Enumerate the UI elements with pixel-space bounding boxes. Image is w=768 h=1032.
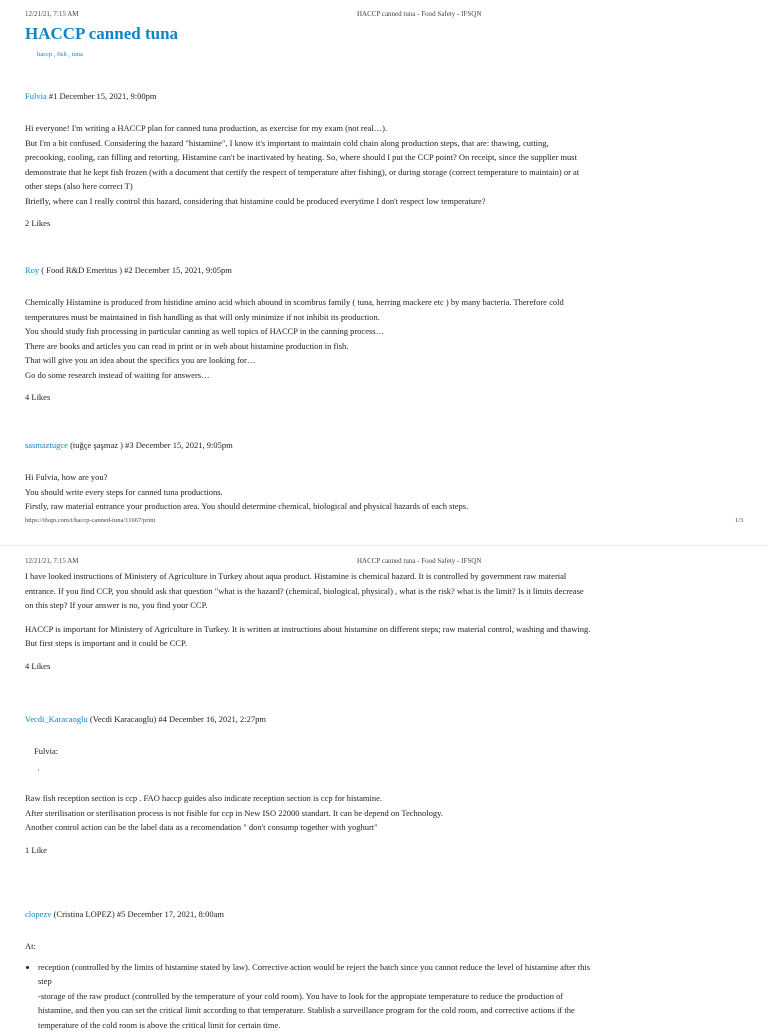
tag-separator: , — [52, 51, 57, 58]
topic-title: HACCP canned tuna — [25, 24, 178, 44]
print-page-2 — [0, 550, 768, 1024]
post-line: temperature of the cold room is above the critical limit for certain time. — [38, 1020, 280, 1030]
post-intro: At: — [25, 939, 745, 954]
tag-link-tuna[interactable]: tuna — [72, 51, 83, 58]
post-likes: 1 Like — [25, 845, 745, 855]
post-line: You should study fish processing in particular canning as well topics of HACCP in the canning process… — [25, 324, 745, 339]
post-line: precooking, cooling, can filling and retorting. Histamine can't be inactivated by heating. So, where should I put the CCP point? On receipt, since the supplier must — [25, 150, 745, 165]
post-line: temperatures must be maintained in fish handling as that will only minimize if not inhibit its production. — [25, 310, 745, 325]
post-author-link[interactable]: Fulvia — [25, 91, 47, 101]
quote-author: Fulvia: — [34, 744, 745, 759]
post-meta: ( Food R&D Emeritus ) #2 December 15, 2021, 9:05pm — [39, 265, 232, 275]
post-line: Chemically Histamine is produced from histidine amino acid which abound in scombrus family ( tuna, herring mackere etc ) by many bacteria. Therefore cold — [25, 295, 745, 310]
post-3-continued — [25, 569, 745, 671]
post-line: demonstrate that he kept fish frozen (with a document that certify the respect of temperature after fishing), or during storage (correct temperature to maintain) or at — [25, 165, 745, 180]
post-body — [25, 121, 745, 208]
tag-link-haccp[interactable]: haccp — [37, 51, 52, 58]
post-header — [25, 91, 745, 101]
post-3 — [25, 440, 745, 514]
post-header — [25, 265, 745, 275]
post-author-link[interactable]: Roy — [25, 265, 39, 275]
post-meta: (Vecdi Karacaoglu) #4 December 16, 2021, 2:27pm — [88, 714, 266, 724]
tag-separator: , — [67, 51, 72, 58]
post-header — [25, 440, 745, 450]
post-meta: (Cristina LOPEZ) #5 December 17, 2021, 8:00am — [51, 909, 224, 919]
post-body — [25, 470, 745, 514]
post-body — [25, 569, 745, 651]
post-line: step — [38, 976, 52, 986]
post-line: HACCP is important for Ministery of Agriculture in Turkey. It is written at instructions about histamine on different steps; raw material control, washing and thawing. — [25, 622, 745, 637]
post-author-link[interactable]: Vecdi_Karacaoglu — [25, 714, 88, 724]
post-line: Hi everyone! I'm writing a HACCP plan for canned tuna production, as exercise for my exam (not real…). — [25, 121, 745, 136]
post-line: on this step? If your answer is no, you find your CCP. — [25, 598, 745, 613]
post-meta: (tuğçe şaşmaz ) #3 December 15, 2021, 9:05pm — [68, 440, 233, 450]
post-line: But I'm a bit confused. Considering the hazard "histamine", I know it's important to maintain cold chain along production steps, that are: thawing, cutting, — [25, 136, 745, 151]
post-author-link[interactable]: clopezv — [25, 909, 51, 919]
post-likes: 2 Likes — [25, 218, 745, 228]
post-line: That will give you an idea about the specifics you are looking for… — [25, 353, 745, 368]
post-5 — [25, 909, 745, 1032]
post-header — [25, 714, 745, 724]
post-body — [25, 744, 745, 835]
print-footer-url: https://ifsqn.com/t/haccp-canned-tuna/11667/print — [25, 517, 155, 524]
print-header-date: 12/21/21, 7:15 AM — [25, 10, 78, 18]
post-line: After sterilisation or sterilisation process is not fisible for ccp in New ISO 22000 standart. It can be depend on Technology. — [25, 806, 745, 821]
post-author-link[interactable]: sasmaztugce — [25, 440, 68, 450]
post-1 — [25, 91, 745, 228]
post-line: You should write every steps for canned tuna productions. — [25, 485, 745, 500]
post-line: histamine, and then you can set the critical limit according to that temperature. Stablish a surveillance program for the cold room, and corrective actions if the — [38, 1005, 575, 1015]
post-header — [25, 909, 745, 919]
post-4 — [25, 714, 745, 855]
post-2 — [25, 265, 745, 402]
post-line: There are books and articles you can read in print or in web about histamine production in fish. — [25, 339, 745, 354]
print-header-title: HACCP canned tuna - Food Safety - IFSQN — [357, 557, 481, 565]
post-line: Firstly, raw material entrance your production area. You should determine chemical, biological and physical hazards of each steps. — [25, 499, 745, 514]
post-line: -storage of the raw product (controlled by the temperature of your cold room). You have to look for the appropiate temperature to reduce the production of — [38, 991, 563, 1001]
post-line: Briefly, where can I really control this hazard, considering that histamine could be produced everytime I don't respect low temperature? — [25, 194, 745, 209]
post-body — [25, 295, 745, 382]
post-line: Raw fish reception section is ccp . FAO haccp guides also indicate reception section is ccp for histamine. — [25, 791, 745, 806]
print-header-title: HACCP canned tuna - Food Safety - IFSQN — [357, 10, 481, 18]
post-line: other steps (also here correct T) — [25, 179, 745, 194]
bullet-item — [38, 960, 745, 1032]
tag-link-fish[interactable]: fish — [57, 51, 67, 58]
page-separator — [0, 545, 768, 546]
print-footer-page-number: 1/3 — [735, 517, 743, 524]
topic-tags — [37, 51, 83, 58]
post-likes: 4 Likes — [25, 661, 745, 671]
post-line: Hi Fulvia, how are you? — [25, 470, 745, 485]
post-likes: 4 Likes — [25, 392, 745, 402]
post-line: But first steps is important and it could be CCP. — [25, 636, 745, 651]
post-body — [25, 939, 745, 1032]
print-header-date: 12/21/21, 7:15 AM — [25, 557, 78, 565]
post-line: Go do some research instead of waiting for answers… — [25, 368, 745, 383]
post-line: reception (controlled by the limits of histamine stated by law). Corrective action would be reject the batch since you cannot reduce the level of histamine after this — [38, 962, 590, 972]
post-line: Another control action can be the label data as a recomendation " don't consump together with yoghurt" — [25, 820, 745, 835]
post-meta: #1 December 15, 2021, 9:00pm — [47, 91, 157, 101]
quote-marker: · — [37, 763, 745, 778]
post-line: entrance. If you find CCP, you should ask that question "what is the hazard? (chemical, biological, physical) , what is the risk? what is the limit? Is it limits decrease — [25, 584, 745, 599]
post-line: I have looked instructions of Ministery of Agriculture in Turkey about aqua product. Histamine is chemical hazard. It is controlled by government raw material — [25, 569, 745, 584]
bullet-list — [25, 960, 745, 1032]
